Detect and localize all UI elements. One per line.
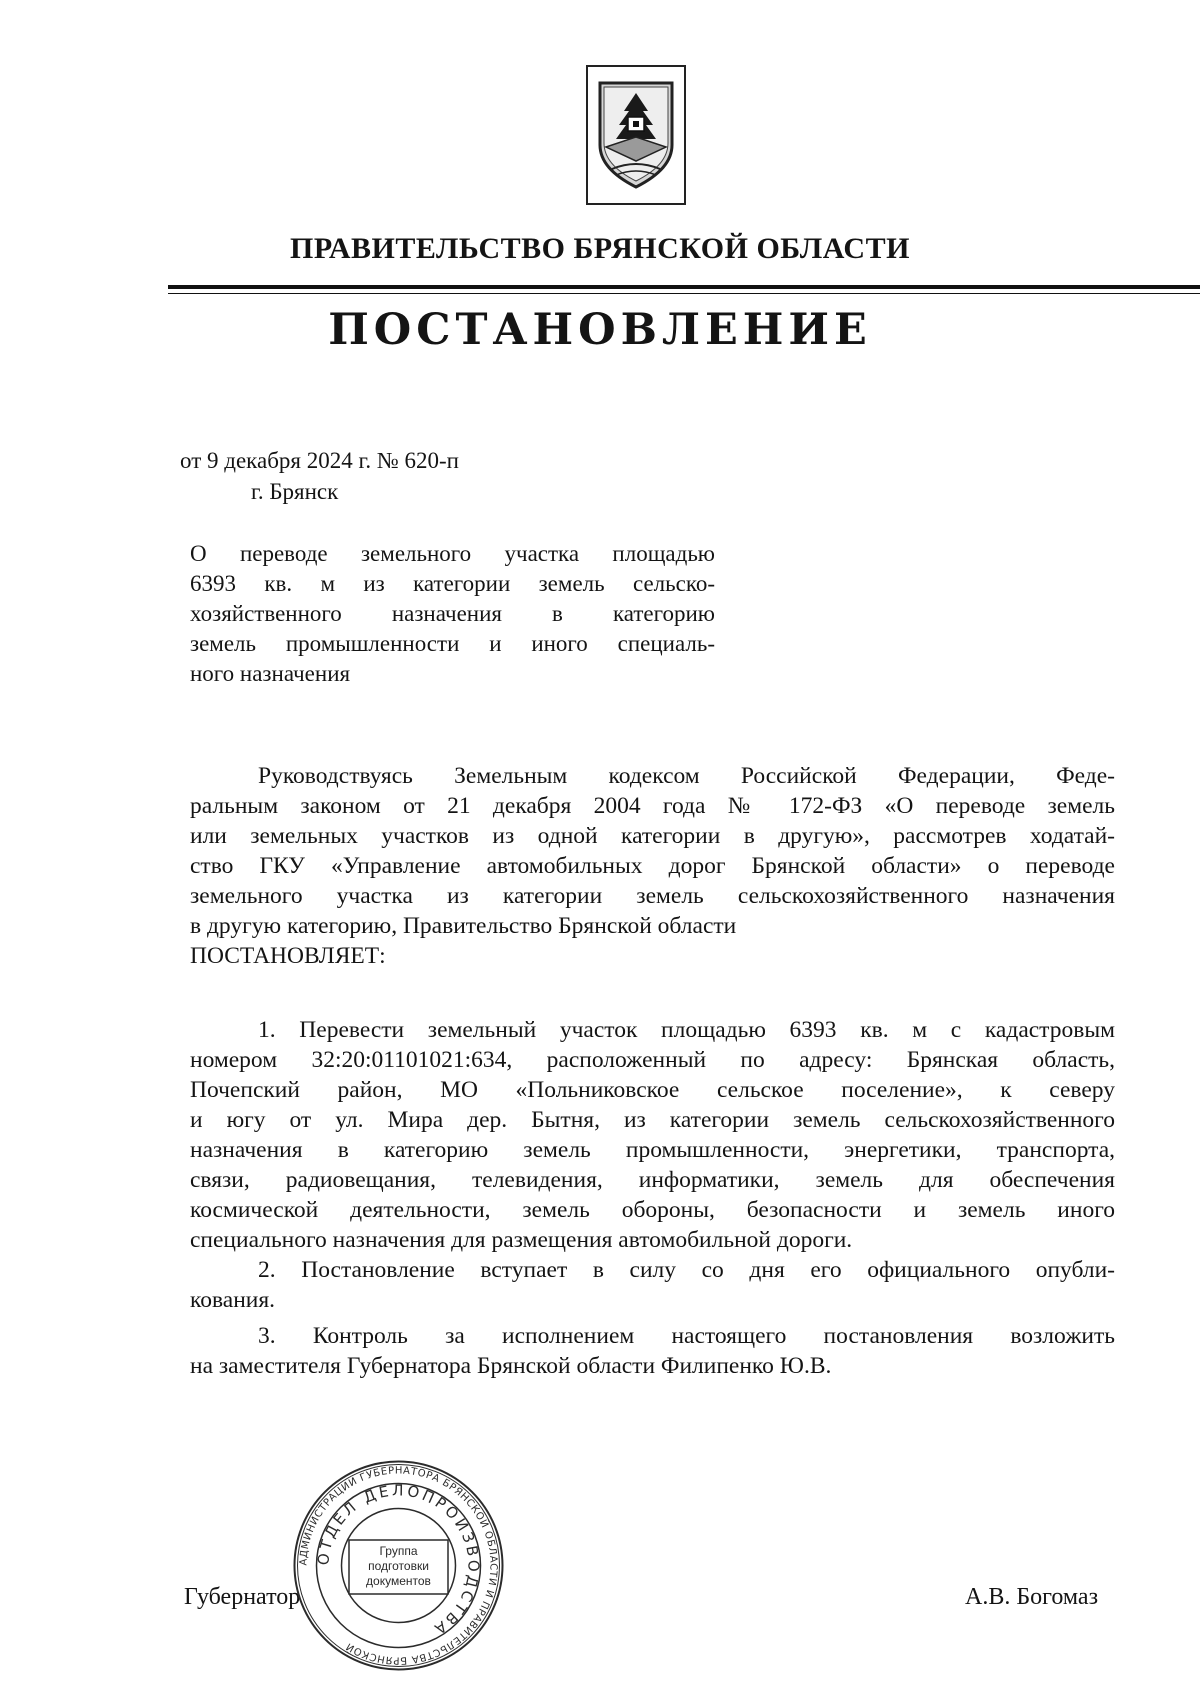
stamp-outer-text: АДМИНИСТРАЦИИ ГУБЕРНАТОРА БРЯНСКОЙ ОБЛАСТИ И ПРАВИТЕЛЬСТВА БРЯНСКОЙ <box>298 1465 499 1666</box>
stamp-center-line: подготовки <box>368 1559 429 1573</box>
subject-line: ного назначения <box>190 661 351 686</box>
preamble-line: земельного участка из категории земель сельскохозяйственного назначения <box>190 883 1115 909</box>
header-rule-thick <box>168 285 1200 289</box>
item-line: 1. Перевести земельный участок площадью 6393 кв. м с кадастровым <box>258 1017 1115 1043</box>
subject-line: земель промышленности и иного специаль- <box>190 631 715 656</box>
document-type: ПОСТАНОВЛЕНИЕ <box>328 305 872 355</box>
item-line: специального назначения для размещения автомобильной дороги. <box>190 1227 853 1253</box>
item-line: назначения в категорию земель промышленности, энергетики, транспорта, <box>190 1137 1115 1163</box>
subject-line: 6393 кв. м из категории земель сельско- <box>190 571 715 596</box>
item-line: на заместителя Губернатора Брянской области Филипенко Ю.В. <box>190 1353 832 1379</box>
coat-of-arms-emblem <box>586 65 686 205</box>
item-line: 2. Постановление вступает в силу со дня его официального опубли- <box>258 1257 1115 1283</box>
item-line: номером 32:20:01101021:634, расположенный по адресу: Брянская область, <box>190 1047 1115 1073</box>
item-line: космической деятельности, земель обороны, безопасности и земель иного <box>190 1197 1115 1223</box>
document-subject <box>190 539 715 689</box>
item-line: 3. Контроль за исполнением настоящего постановления возложить <box>258 1323 1115 1349</box>
preamble-line: в другую категорию, Правительство Брянской области <box>190 913 737 939</box>
item-3 <box>190 1321 1115 1381</box>
item-line: связи, радиовещания, телевидения, информатики, земель для обеспечения <box>190 1167 1115 1193</box>
organization-name: ПРАВИТЕЛЬСТВО БРЯНСКОЙ ОБЛАСТИ <box>290 232 910 265</box>
preamble-line: ство ГКУ «Управление автомобильных дорог Брянской области» о переводе <box>190 853 1115 879</box>
signatory-title: Губернатор <box>184 1584 301 1610</box>
subject-line: хозяйственного назначения в категорию <box>190 601 715 626</box>
stamp-center-line: Группа <box>379 1544 418 1558</box>
stamp-center-line: документов <box>366 1574 431 1588</box>
item-2 <box>190 1255 1115 1315</box>
preamble <box>190 761 1115 971</box>
stamp-ring-text: ОТДЕЛ ДЕЛОПРОИЗВОДСТВА <box>314 1481 483 1640</box>
signatory-name: А.В. Богомаз <box>965 1584 1099 1610</box>
decree-word: ПОСТАНОВЛЯЕТ: <box>190 943 386 969</box>
item-line: Почепский район, МО «Польниковское сельское поселение», к северу <box>190 1077 1115 1103</box>
item-line: и югу от ул. Мира дер. Бытня, из категории земель сельскохозяйственного <box>190 1107 1115 1133</box>
preamble-line: Руководствуясь Земельным кодексом Российской Федерации, Феде- <box>258 763 1115 789</box>
item-line: кования. <box>190 1287 276 1313</box>
item-1 <box>190 1015 1115 1255</box>
subject-line: О переводе земельного участка площадью <box>190 541 715 566</box>
header-rule-thin <box>168 293 1200 294</box>
preamble-line: ральным законом от 21 декабря 2004 года № 172-ФЗ «О переводе земель <box>190 793 1115 819</box>
official-stamp <box>291 1458 506 1673</box>
city: г. Брянск <box>251 479 339 504</box>
preamble-line: или земельных участков из одной категории в другую», рассмотрев ходатай- <box>190 823 1115 849</box>
date-number: от 9 декабря 2024 г. № 620-п <box>180 448 459 473</box>
